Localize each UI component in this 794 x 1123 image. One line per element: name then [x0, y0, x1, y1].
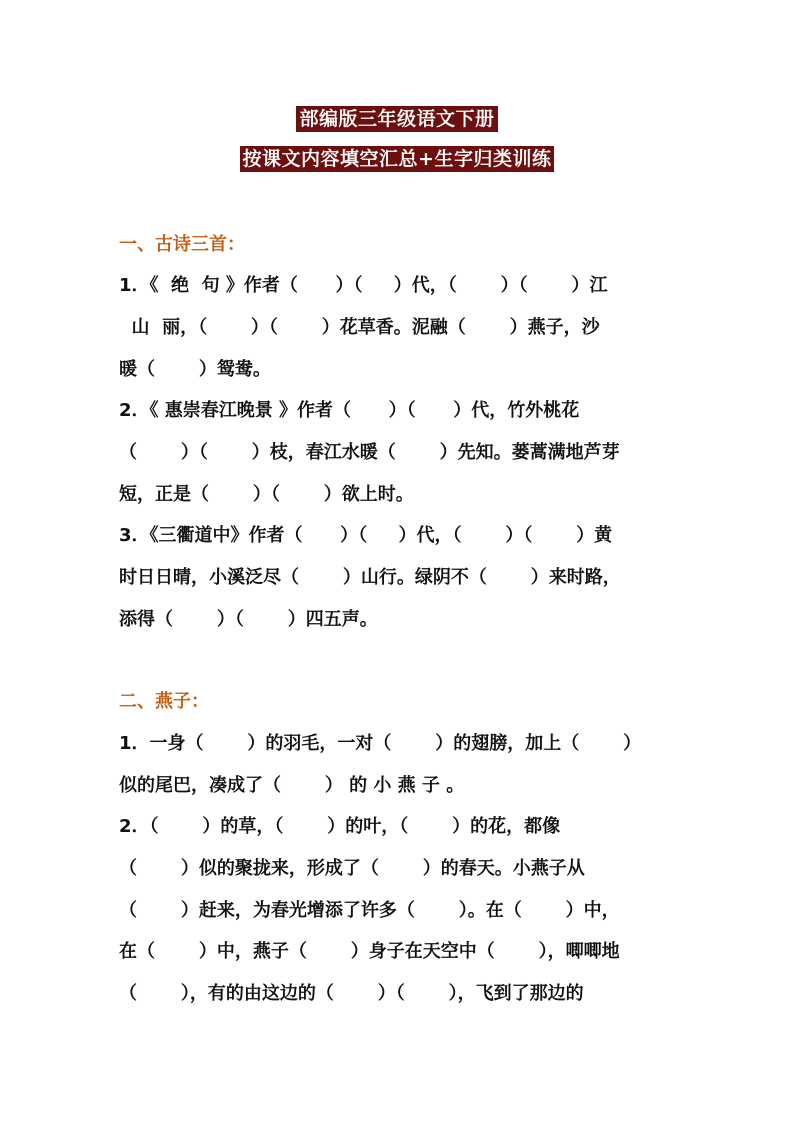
- text-line: 山 丽，（ ）（ ）花草香。泥融（ ）燕子，沙: [119, 317, 600, 338]
- text-line: 1．一身（ ）的羽毛，一对（ ）的翅膀，加上（ ）: [119, 733, 642, 754]
- text-line: 时日日晴，小溪泛尽（ ）山行。绿阴不（ ）来时路，: [119, 567, 621, 588]
- document-subtitle: 按课文内容填空汇总+生字归类训练: [240, 146, 555, 172]
- document-title: 部编版三年级语文下册: [296, 106, 497, 132]
- text-line: （ ）似的聚拢来，形成了（ ）的春天。小燕子从: [119, 858, 585, 879]
- title-row-2: [0, 146, 794, 172]
- text-line: （ ）赶来，为春光增添了许多（ ）。在（ ）中，: [119, 900, 620, 921]
- text-line: 添得（ ）（ ）四五声。: [119, 609, 378, 630]
- text-line: 2．（ ）的草，（ ）的叶，（ ）的花，都像: [119, 816, 561, 837]
- text-line: 2．《 惠崇春江晚景 》作者（ ）（ ）代，竹外桃花: [119, 400, 580, 421]
- text-line: 3．《三衢道中》作者（ ）（ ）代，（ ）（ ）黄: [119, 525, 613, 546]
- text-line: 似的尾巴，凑成了（ ） 的 小 燕 子 。: [119, 775, 465, 796]
- text-line: 暖（ ）鸳鸯。: [119, 359, 271, 380]
- text-line: （ ），有的由这边的（ ）（ ），飞到了那边的: [119, 983, 584, 1004]
- text-line: 在（ ）中，燕子（ ）身子在天空中（ ），唧唧地: [119, 941, 620, 962]
- section-heading-ancient-poems: 一、古诗三首：: [119, 234, 245, 255]
- text-line: （ ）（ ）枝，春江水暖（ ）先知。蒌蒿满地芦芽: [119, 442, 620, 463]
- text-line: 短，正是（ ）（ ）欲上时。: [119, 484, 414, 505]
- section-heading-swallow: 二、燕子：: [119, 691, 209, 712]
- text-line: 1．《 绝 句 》作者（ ）（ ）代，（ ）（ ）江: [119, 275, 608, 296]
- title-row-1: [0, 106, 794, 132]
